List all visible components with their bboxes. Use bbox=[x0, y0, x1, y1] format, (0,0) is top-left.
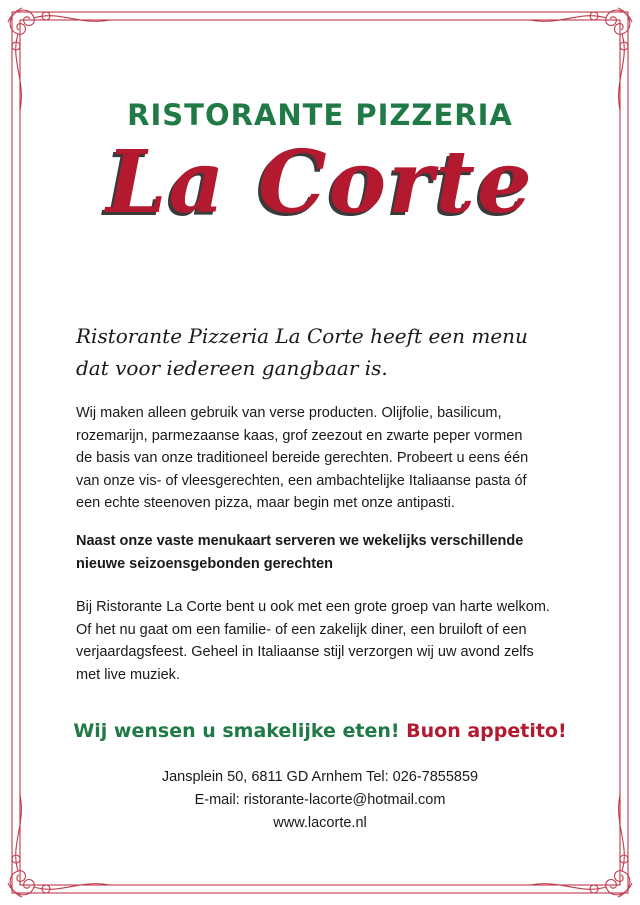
paragraph-line: verjaardagsfeest. Geheel in Italiaanse stijl verzorgen wij uw avond zelfs bbox=[76, 644, 534, 660]
intro-heading bbox=[76, 320, 596, 384]
intro-line: Ristorante Pizzeria La Corte heeft een menu bbox=[76, 324, 528, 348]
slogan bbox=[0, 720, 640, 742]
restaurant-kicker: RISTORANTE PIZZERIA bbox=[127, 98, 513, 132]
paragraph-line: Of het nu gaat om een familie- of een zakelijk diner, een bruiloft of een bbox=[76, 621, 527, 638]
contact-info bbox=[0, 766, 640, 835]
paragraph-line: nieuwe seizoensgebonden gerechten bbox=[76, 555, 334, 572]
paragraph-groups bbox=[76, 596, 576, 686]
paragraph-line: met live muziek. bbox=[76, 666, 180, 683]
paragraph-line: van onze vis- of vleesgerechten, een ambachtelijke Italiaanse pasta óf bbox=[76, 472, 527, 489]
contact-address: Jansplein 50, 6811 GD Arnhem Tel: 026-7855859 bbox=[161, 769, 479, 785]
paragraph-line: rozemarijn, parmezaanse kaas, grof zeezout en zwarte peper vormen bbox=[76, 427, 523, 444]
intro-line: dat voor iedereen gangbaar is. bbox=[76, 356, 388, 380]
slogan-dutch: Wij wensen u smakelijke eten! bbox=[73, 720, 407, 742]
contact-email[interactable]: E-mail: ristorante-lacorte@hotmail.com bbox=[194, 792, 446, 808]
paragraph-line: de basis van onze traditioneel bereide gerechten. Probeert u eens één bbox=[76, 450, 529, 466]
paragraph-line: Wij maken alleen gebruik van verse producten. Olijfolie, basilicum, bbox=[76, 405, 502, 421]
paragraph-line: Bij Ristorante La Corte bent u ook met een grote groep van harte welkom. bbox=[76, 599, 550, 615]
contact-website[interactable]: www.lacorte.nl bbox=[273, 815, 367, 831]
restaurant-logo: La Corte bbox=[106, 132, 534, 233]
paragraph-line: een echte steenoven pizza, maar begin met onze antipasti. bbox=[76, 495, 455, 511]
paragraph-seasonal bbox=[76, 530, 576, 575]
paragraph-line: Naast onze vaste menukaart serveren we wekelijks verschillende bbox=[76, 533, 524, 549]
slogan-italian: Buon appetito! bbox=[406, 720, 567, 742]
paragraph-ingredients bbox=[76, 402, 576, 515]
